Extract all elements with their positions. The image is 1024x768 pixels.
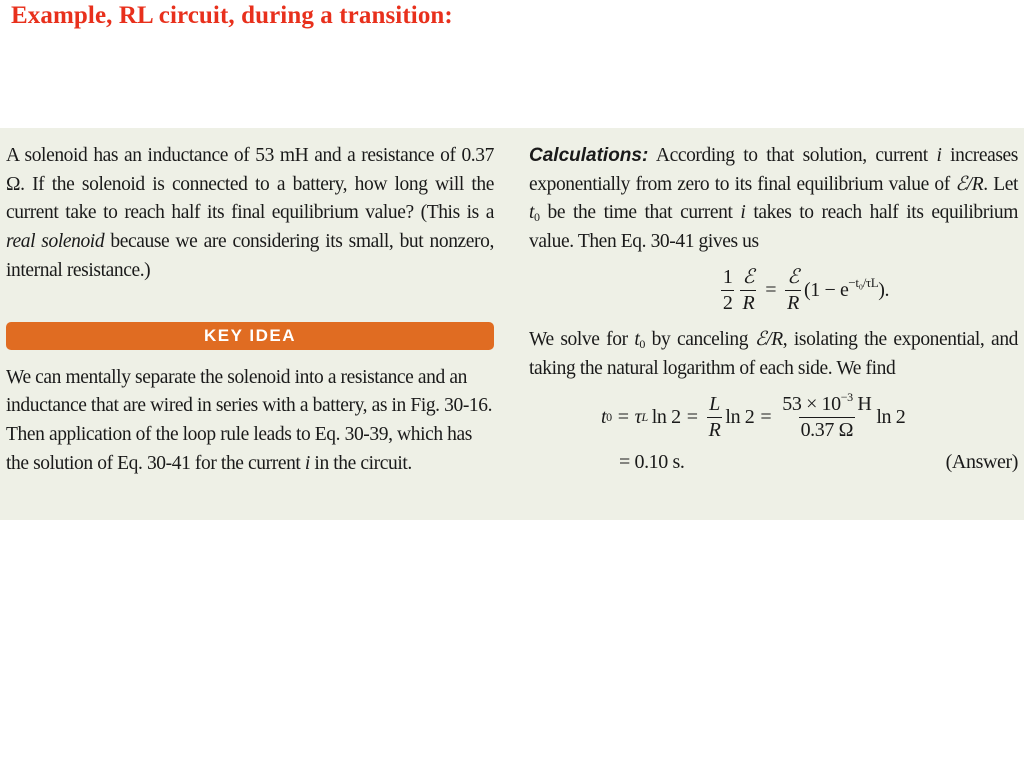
calculations-label: Calculations:: [529, 145, 649, 166]
var-t: t: [601, 405, 607, 428]
frac-num: L: [709, 392, 720, 415]
exp-expression: [804, 276, 889, 305]
ln-two: ln 2: [725, 405, 755, 428]
solve-paragraph: [529, 326, 1018, 383]
fraction-half: [721, 265, 735, 316]
example-panel: [0, 128, 1024, 520]
calc-text-3: . Let: [983, 173, 1018, 195]
fraction-values: [780, 389, 873, 443]
key-idea-body: We can mentally separate the solenoid into a resistance and an inductance that are wired in series with a battery, as in Fig. 30-16. Then application of the loop rule leads to Eq. 30-39, which has the solution of Eq. 30-41 for the current: [6, 366, 493, 474]
problem-text: A solenoid has an inductance of 53 mH and a resistance of 0.37 Ω. If the solenoid is connected to a battery, how long will the current take to reach half its final equilibrium value? (This is a: [6, 145, 494, 224]
num-unit: H: [852, 392, 872, 415]
tau: τ: [634, 405, 642, 428]
frac-den: R: [708, 418, 721, 441]
calc-text-1: According to that solution, current: [648, 145, 937, 166]
equals-sign: =: [760, 405, 772, 428]
sub-zero: 0: [639, 336, 646, 351]
emf-over-r: ℰ/R: [955, 173, 984, 195]
frac-num: ℰ: [742, 266, 755, 289]
equals-sign: =: [686, 405, 698, 428]
num-value: 53 × 10: [782, 392, 841, 415]
var-i: i: [936, 145, 942, 166]
frac-num: 1: [722, 266, 733, 289]
ln-two: ln 2: [651, 405, 681, 428]
equation-half-current: [529, 262, 1018, 320]
calc-text-4: be the time that current: [539, 202, 741, 224]
frac-den: R: [787, 292, 799, 315]
frac-num: [780, 389, 873, 417]
paren-close: ).: [878, 279, 890, 302]
equation-time: t 0 = τ L ln 2 = $\frac{L}{R}$ ln 2 = $\frac{53 \times 10^{-3} H}{0.37 \Omega}$ ln 2: [601, 389, 906, 441]
calc-text-5: takes to reach half its equilibrium value. Then Eq. 30-41 gives us: [529, 202, 1018, 253]
left-column: [6, 142, 494, 478]
ln-two: ln 2: [876, 405, 906, 428]
result-value: = 0.10 s.: [619, 450, 685, 473]
equals-sign: =: [765, 279, 777, 302]
key-idea-banner: KEY IDEA: [6, 322, 494, 350]
frac-den: R: [742, 292, 755, 315]
calc-text-2: increases exponentially from zero to its final equilibrium value of: [529, 145, 1018, 195]
calculations-paragraph: [529, 142, 1018, 257]
fraction-emf-r-2: [785, 265, 801, 316]
solve-text-b: by canceling: [645, 328, 755, 350]
frac-den: 0.37 Ω: [800, 418, 854, 441]
problem-italic: real solenoid: [6, 231, 105, 253]
fraction-emf-r: [740, 265, 756, 316]
solve-text-a: We solve for: [529, 328, 635, 350]
frac-den: 2: [722, 292, 733, 315]
var-i: i: [740, 202, 746, 224]
equals-sign: =: [617, 405, 629, 428]
var-i: i: [304, 452, 310, 474]
solve-text-c: , isolating the exponential, and taking the natural logarithm of each side. We find: [529, 328, 1019, 379]
frac-num: ℰ: [787, 266, 799, 289]
problem-text-end: because we are considering its small, but nonzero, internal resistance.): [6, 231, 494, 281]
answer-tag: (Answer): [945, 450, 1018, 473]
sub-zero: 0: [534, 210, 540, 225]
result-line: [529, 447, 1018, 477]
num-exponent: −3: [840, 389, 853, 404]
fraction-l-r: [707, 392, 723, 443]
right-column: [529, 142, 1018, 477]
exponent: −t₀/τL: [848, 275, 879, 291]
var-t: t: [634, 328, 640, 350]
problem-statement: [6, 142, 494, 286]
var-t: t: [529, 202, 535, 224]
slide-title: Example, RL circuit, during a transition:: [11, 2, 453, 29]
paren-open: (1 − e: [804, 279, 849, 302]
key-idea-text: [6, 364, 494, 479]
key-idea-end: in the circuit.: [309, 452, 412, 474]
emf-over-r: ℰ/R: [754, 328, 783, 350]
